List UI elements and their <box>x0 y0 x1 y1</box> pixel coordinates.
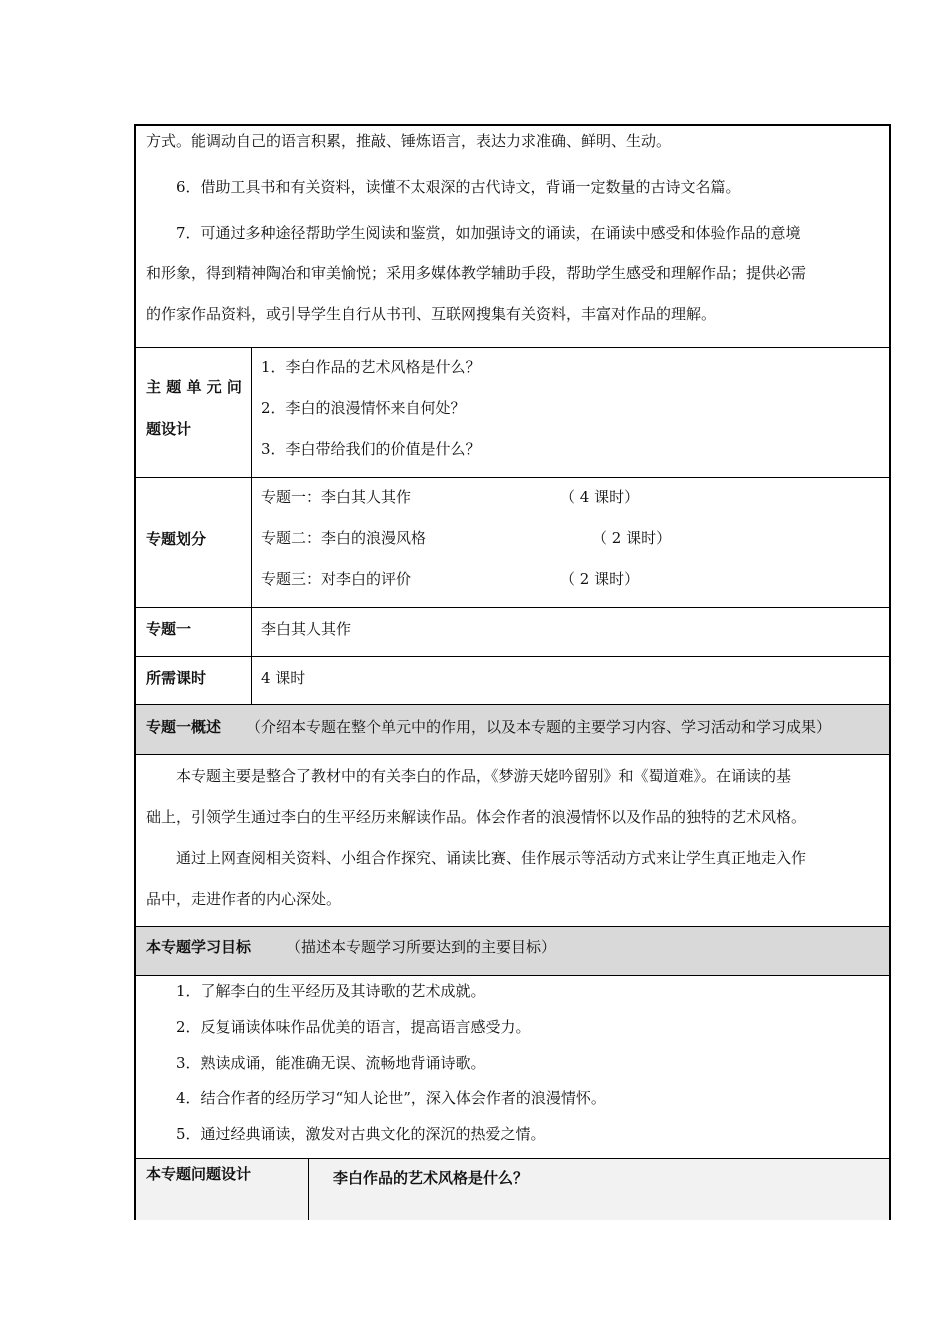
intro-item-7-line-1: 7．可通过多种途径帮助学生阅读和鉴赏，如加强诗文的诵读，在诵读中感受和体验作品的意境 <box>176 224 801 242</box>
hours-value: 4 课时 <box>261 669 306 687</box>
overview-p2-line-1: 通过上网查阅相关资料、小组合作探究、诵读比赛、佳作展示等活动方式来让学生真正地走入作 <box>176 849 807 867</box>
theme-questions-label-cell <box>136 348 252 477</box>
goals-header-row <box>136 927 889 976</box>
problem-label: 本专题问题设计 <box>146 1165 252 1183</box>
topic1-label: 专题一 <box>146 620 192 638</box>
problem-value: 李白作品的艺术风格是什么？ <box>333 1169 529 1187</box>
topic1-row <box>136 608 889 657</box>
theme-question-2: 2．李白的浪漫情怀来自何处？ <box>261 399 466 417</box>
problem-label-cell <box>136 1159 309 1220</box>
overview-p2-line-2: 品中，走进作者的内心深处。 <box>146 890 342 908</box>
hours-label: 所需课时 <box>146 669 207 687</box>
hours-value-cell <box>252 657 889 704</box>
topic-2-hours: （ 2 课时） <box>592 529 672 547</box>
topics-content-cell <box>252 478 889 607</box>
goal-item-2: 2．反复诵读体味作品优美的语言，提高语言感受力。 <box>176 1018 531 1036</box>
theme-question-3: 3．李白带给我们的价值是什么？ <box>261 440 481 458</box>
theme-questions-row <box>136 348 889 478</box>
overview-note: （介绍本专题在整个单元中的作用，以及本专题的主要学习内容、学习活动和学习成果） <box>246 718 832 736</box>
topics-row <box>136 478 889 608</box>
goal-item-3: 3．熟读成诵，能准确无误、流畅地背诵诗歌。 <box>176 1054 486 1072</box>
overview-body-row <box>136 755 889 927</box>
topic1-label-cell <box>136 608 252 656</box>
goals-note: （描述本专题学习所要达到的主要目标） <box>286 938 557 956</box>
theme-questions-label-line-2: 题设计 <box>146 420 192 438</box>
hours-row <box>136 657 889 705</box>
problem-row <box>136 1159 889 1220</box>
intro-line-1: 方式。能调动自己的语言积累，推敲、锤炼语言，表达力求准确、鲜明、生动。 <box>146 132 672 150</box>
intro-section <box>136 126 889 348</box>
overview-p1-line-2: 础上，引领学生通过李白的生平经历来解读作品。体会作者的浪漫情怀以及作品的独特的艺术风格。 <box>146 808 807 826</box>
topic-3-hours: （ 2 课时） <box>560 570 640 588</box>
goals-label: 本专题学习目标 <box>146 938 252 956</box>
theme-questions-content-cell <box>252 348 889 477</box>
overview-header-row <box>136 705 889 755</box>
topics-label: 专题划分 <box>146 530 207 548</box>
topic-1-hours: （ 4 课时） <box>560 488 640 506</box>
hours-label-cell <box>136 657 252 704</box>
topic1-value: 李白其人其作 <box>261 620 352 638</box>
lesson-plan-table <box>134 124 891 1220</box>
overview-p1-line-1: 本专题主要是整合了教材中的有关李白的作品，《梦游天姥吟留别》和《蜀道难》。在诵读的基 <box>176 767 792 785</box>
goal-item-4: 4．结合作者的经历学习“知人论世”，深入体会作者的浪漫情怀。 <box>176 1089 606 1107</box>
problem-value-cell <box>309 1159 889 1220</box>
intro-item-7-line-3: 的作家作品资料，或引导学生自行从书刊、互联网搜集有关资料，丰富对作品的理解。 <box>146 305 717 323</box>
overview-label: 专题一概述 <box>146 718 222 736</box>
theme-questions-label-line-1: 主 题 单 元 问 <box>146 378 242 396</box>
goal-item-1: 1．了解李白的生平经历及其诗歌的艺术成就。 <box>176 982 486 1000</box>
topic-3-name: 专题三：对李白的评价 <box>261 570 412 588</box>
goal-item-5: 5．通过经典诵读，激发对古典文化的深沉的热爱之情。 <box>176 1125 546 1143</box>
goals-body-row <box>136 976 889 1159</box>
intro-item-6: 6．借助工具书和有关资料，读懂不太艰深的古代诗文，背诵一定数量的古诗文名篇。 <box>176 178 741 196</box>
topic-1-name: 专题一：李白其人其作 <box>261 488 412 506</box>
intro-item-7-line-2: 和形象，得到精神陶冶和审美愉悦；采用多媒体教学辅助手段，帮助学生感受和理解作品；提供必需 <box>146 264 807 282</box>
topics-label-cell <box>136 478 252 607</box>
topic1-value-cell <box>252 608 889 656</box>
theme-question-1: 1．李白作品的艺术风格是什么？ <box>261 358 481 376</box>
topic-2-name: 专题二：李白的浪漫风格 <box>261 529 427 547</box>
